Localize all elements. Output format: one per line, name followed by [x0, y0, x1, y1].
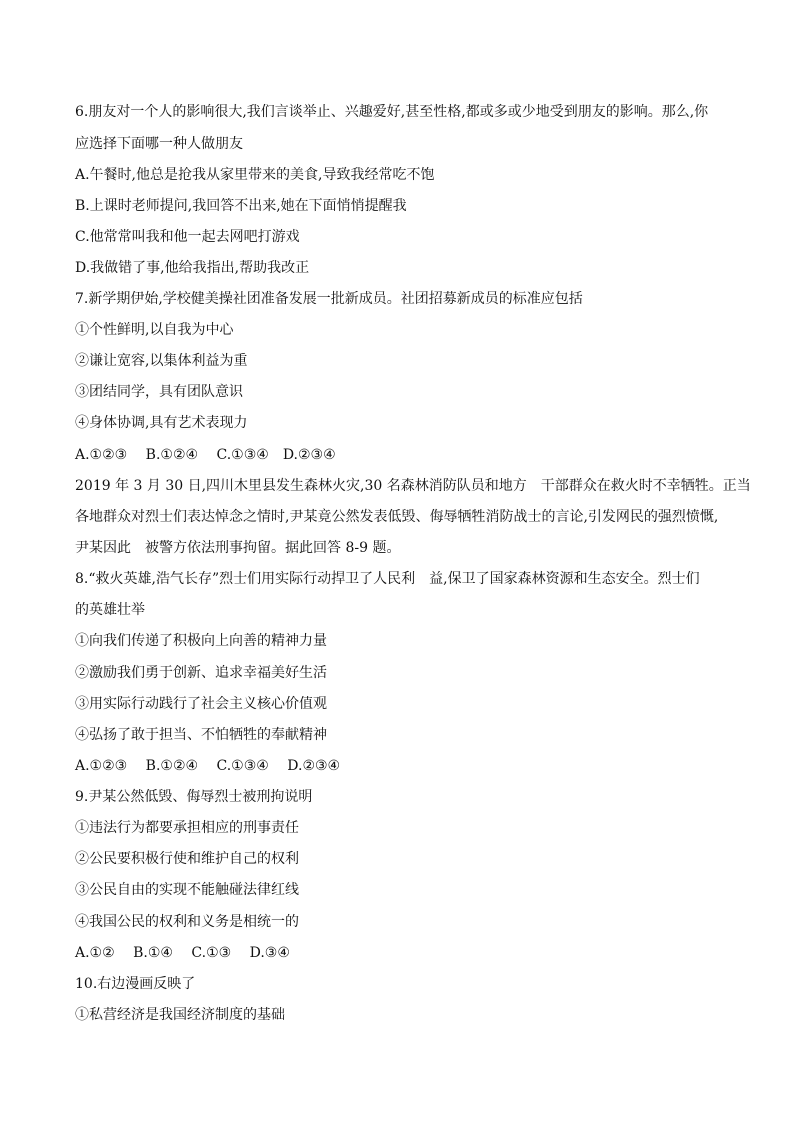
question-8-item-4: ④弘扬了敢于担当、不怕牺牲的奉献精神 — [75, 727, 327, 743]
question-6-option-b: B.上课时老师提问,我回答不出来,她在下面悄悄提醒我 — [75, 198, 407, 214]
question-6-option-d: D.我做错了事,他给我指出,帮助我改正 — [75, 260, 310, 276]
question-7-stem: 7.新学期伊始,学校健美操社团准备发展一批新成员。社团招募新成员的标准应包括 — [75, 291, 583, 307]
question-8-stem-line-1: 8.“救火英雄,浩气长存”烈士们用实际行动捍卫了人民利 益,保卫了国家森林资源和生态安全。烈士们 — [75, 571, 700, 587]
question-9-item-3: ③公民自由的实现不能触碰法律红线 — [75, 882, 299, 898]
question-9-item-1: ①违法行为都要承担相应的刑事责任 — [75, 820, 299, 836]
question-9-item-4: ④我国公民的权利和义务是相统一的 — [75, 914, 299, 930]
question-10-item-1: ①私营经济是我国经济制度的基础 — [75, 1007, 285, 1023]
question-6-stem-line-2: 应选择下面哪一种人做朋友 — [75, 136, 243, 152]
question-6-stem-line-1: 6.朋友对一个人的影响很大,我们言谈举止、兴趣爱好,甚至性格,都或多或少地受到朋友的影响。那么,你 — [75, 104, 709, 120]
passage-line-1: 2019 年 3 月 30 日,四川木里县发生森林火灾,30 名森林消防队员和地方 干部群众在救火时不幸牺牲。正当 — [75, 478, 751, 494]
question-9-item-2: ②公民要积极行使和维护自己的权利 — [75, 851, 299, 867]
question-7-item-4: ④身体协调,具有艺术表现力 — [75, 415, 248, 431]
question-8-answers: A.①②③ B.①②④ C.①③④ D.②③④ — [75, 758, 341, 774]
question-7-answers: A.①②③ B.①②④ C.①③④ D.②③④ — [75, 447, 336, 463]
question-9-stem: 9.尹某公然低毁、侮辱烈士被刑拘说明 — [75, 789, 313, 805]
passage-line-2: 各地群众对烈士们表达悼念之情时,尹某竟公然发表低毁、侮辱牺牲消防战士的言论,引发网民的强烈愤慨, — [75, 509, 719, 525]
question-6-option-c: C.他常常叫我和他一起去网吧打游戏 — [75, 229, 300, 245]
question-6-option-a: A.午餐时,他总是抢我从家里带来的美食,导致我经常吃不饱 — [75, 167, 435, 183]
question-7-item-3: ③团结同学，具有团队意识 — [75, 384, 243, 400]
passage-line-3: 尹某因此 被警方依法刑事拘留。据此回答 8-9 题。 — [75, 540, 401, 556]
question-8-item-2: ②激励我们勇于创新、追求幸福美好生活 — [75, 665, 327, 681]
question-8-stem-line-2: 的英雄壮举 — [75, 602, 145, 618]
question-10-stem: 10.右边漫画反映了 — [75, 976, 196, 992]
question-9-answers: A.①② B.①④ C.①③ D.③④ — [75, 945, 290, 961]
question-7-item-1: ①个性鲜明,以自我为中心 — [75, 322, 234, 338]
question-7-item-2: ②谦让宽容,以集体利益为重 — [75, 353, 248, 369]
question-8-item-1: ①向我们传递了积极向上向善的精神力量 — [75, 633, 327, 649]
question-8-item-3: ③用实际行动践行了社会主义核心价值观 — [75, 696, 327, 712]
